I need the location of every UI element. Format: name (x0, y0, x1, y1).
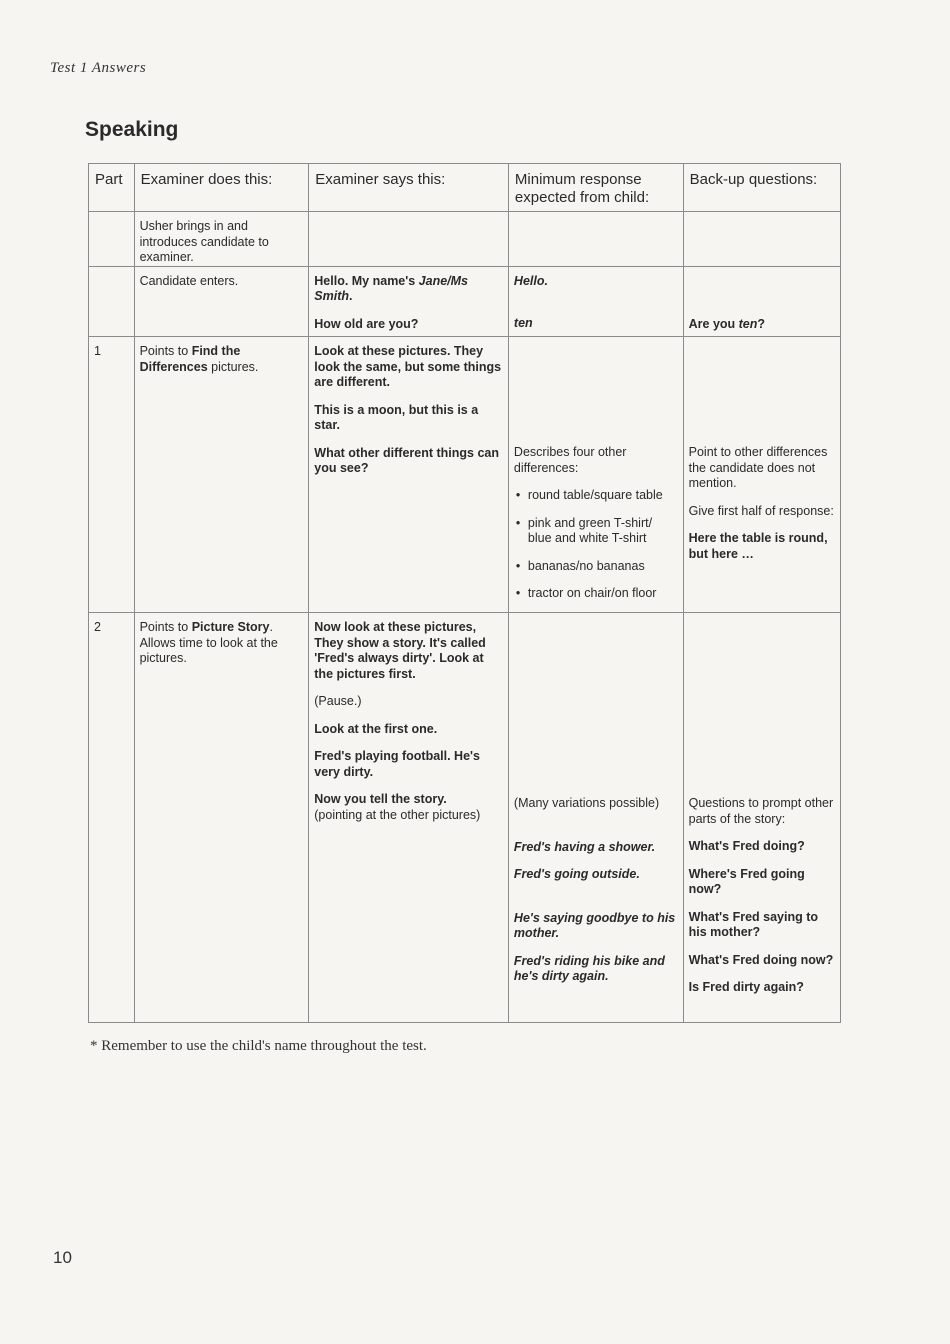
part2-says-1: Now look at these pictures, They show a story. It's called 'Fred's always dirty'. Look at the pictures first. (314, 620, 486, 681)
part2-min-intro: (Many variations possible) (513, 796, 660, 810)
part1-says-2: This is a moon, but this is a star. (314, 402, 479, 432)
usher-min-cell (508, 212, 683, 267)
intro-part-cell (89, 266, 135, 337)
intro-says-cell (309, 266, 509, 337)
part2-says-cell (309, 613, 509, 1023)
part2-does-cell: Points to Picture Story. Allows time to look at the pictures. (134, 613, 309, 1023)
section-title: Speaking (85, 118, 179, 141)
part1-min-cell (508, 337, 683, 613)
part2-says-5-6: Now you tell the story. (pointing at the other pictures) (314, 792, 481, 822)
part2-min-item: He's saying goodbye to his mother. (513, 910, 676, 940)
part2-back-item: Is Fred dirty again? (688, 980, 804, 994)
header-part: Part (89, 164, 135, 212)
part1-does-cell: Points to Find the Differences pictures. (134, 337, 309, 613)
part1-min-item: • tractor on chair/on floor (514, 586, 678, 602)
footnote: * Remember to use the child's name throughout the test. (90, 1038, 427, 1054)
usher-says-cell (309, 212, 509, 267)
intro-does-cell: Candidate enters. (134, 266, 309, 337)
part2-min-cell (508, 613, 683, 1023)
header-minimum-response: Minimum response expected from child: (508, 164, 683, 212)
says-how-old: How old are you? (314, 316, 419, 331)
part1-min-item: • round table/square table (514, 488, 678, 504)
part2-min-item: Fred's having a shower. (513, 839, 656, 854)
header-backup-questions: Back-up questions: (683, 164, 840, 212)
part1-says-cell (309, 337, 509, 613)
part2-says-3: Look at the first one. (314, 721, 438, 736)
part2-min-item: Fred's riding his bike and he's dirty again. (513, 953, 665, 983)
part2-back-item: What's Fred saying to his mother? (688, 909, 819, 939)
part1-back-cell (683, 337, 840, 613)
usher-row (89, 212, 841, 267)
part1-says-3: What other different things can you see? (314, 445, 499, 475)
part2-row (89, 613, 841, 1023)
min-hello: Hello. (513, 273, 548, 288)
part1-row (89, 337, 841, 613)
part2-back-cell (683, 613, 840, 1023)
usher-back-cell (683, 212, 840, 267)
part2-back-item: What's Fred doing now? (688, 952, 834, 967)
part2-min-item: Fred's going outside. (513, 867, 640, 881)
usher-does-cell: Usher brings in and introduces candidate to examiner. (134, 212, 309, 267)
part1-number: 1 (89, 337, 135, 613)
part2-number: 2 (89, 613, 135, 1023)
part2-says-4: Fred's playing football. He's very dirty. (314, 749, 480, 779)
part2-back-item: What's Fred doing? (688, 839, 805, 853)
part1-back-2: Give first half of response: (688, 503, 834, 518)
header-examiner-says: Examiner says this: (309, 164, 509, 212)
part1-min-item: • pink and green T-shirt/ blue and white T-shirt (514, 516, 678, 547)
back-are-you-ten: Are you ten? (688, 316, 766, 331)
intro-min-cell (508, 266, 683, 337)
speaking-table (88, 163, 841, 1023)
min-age: ten (513, 316, 533, 330)
says-hello: Hello. My name's Jane/Ms Smith. (314, 273, 469, 303)
part1-back-3: Here the table is round, but here … (688, 531, 828, 561)
part2-back-intro: Questions to prompt other parts of the story: (688, 796, 834, 826)
running-head: Test 1 Answers (50, 60, 147, 76)
part1-says-1: Look at these pictures. They look the same, but some things are different. (314, 344, 502, 389)
page-number: 10 (53, 1248, 72, 1267)
header-examiner-does: Examiner does this: (134, 164, 309, 212)
intro-row (89, 266, 841, 337)
part2-back-item: Where's Fred going now? (688, 866, 805, 896)
intro-back-cell (683, 266, 840, 337)
usher-part-cell (89, 212, 135, 267)
part1-min-item: • bananas/no bananas (514, 559, 678, 575)
header-row (89, 164, 841, 212)
part1-back-1: Point to other differences the candidate does not mention. (688, 445, 828, 490)
part1-min-intro: Describes four other differences: (513, 445, 627, 475)
part2-says-2: (Pause.) (314, 694, 362, 708)
